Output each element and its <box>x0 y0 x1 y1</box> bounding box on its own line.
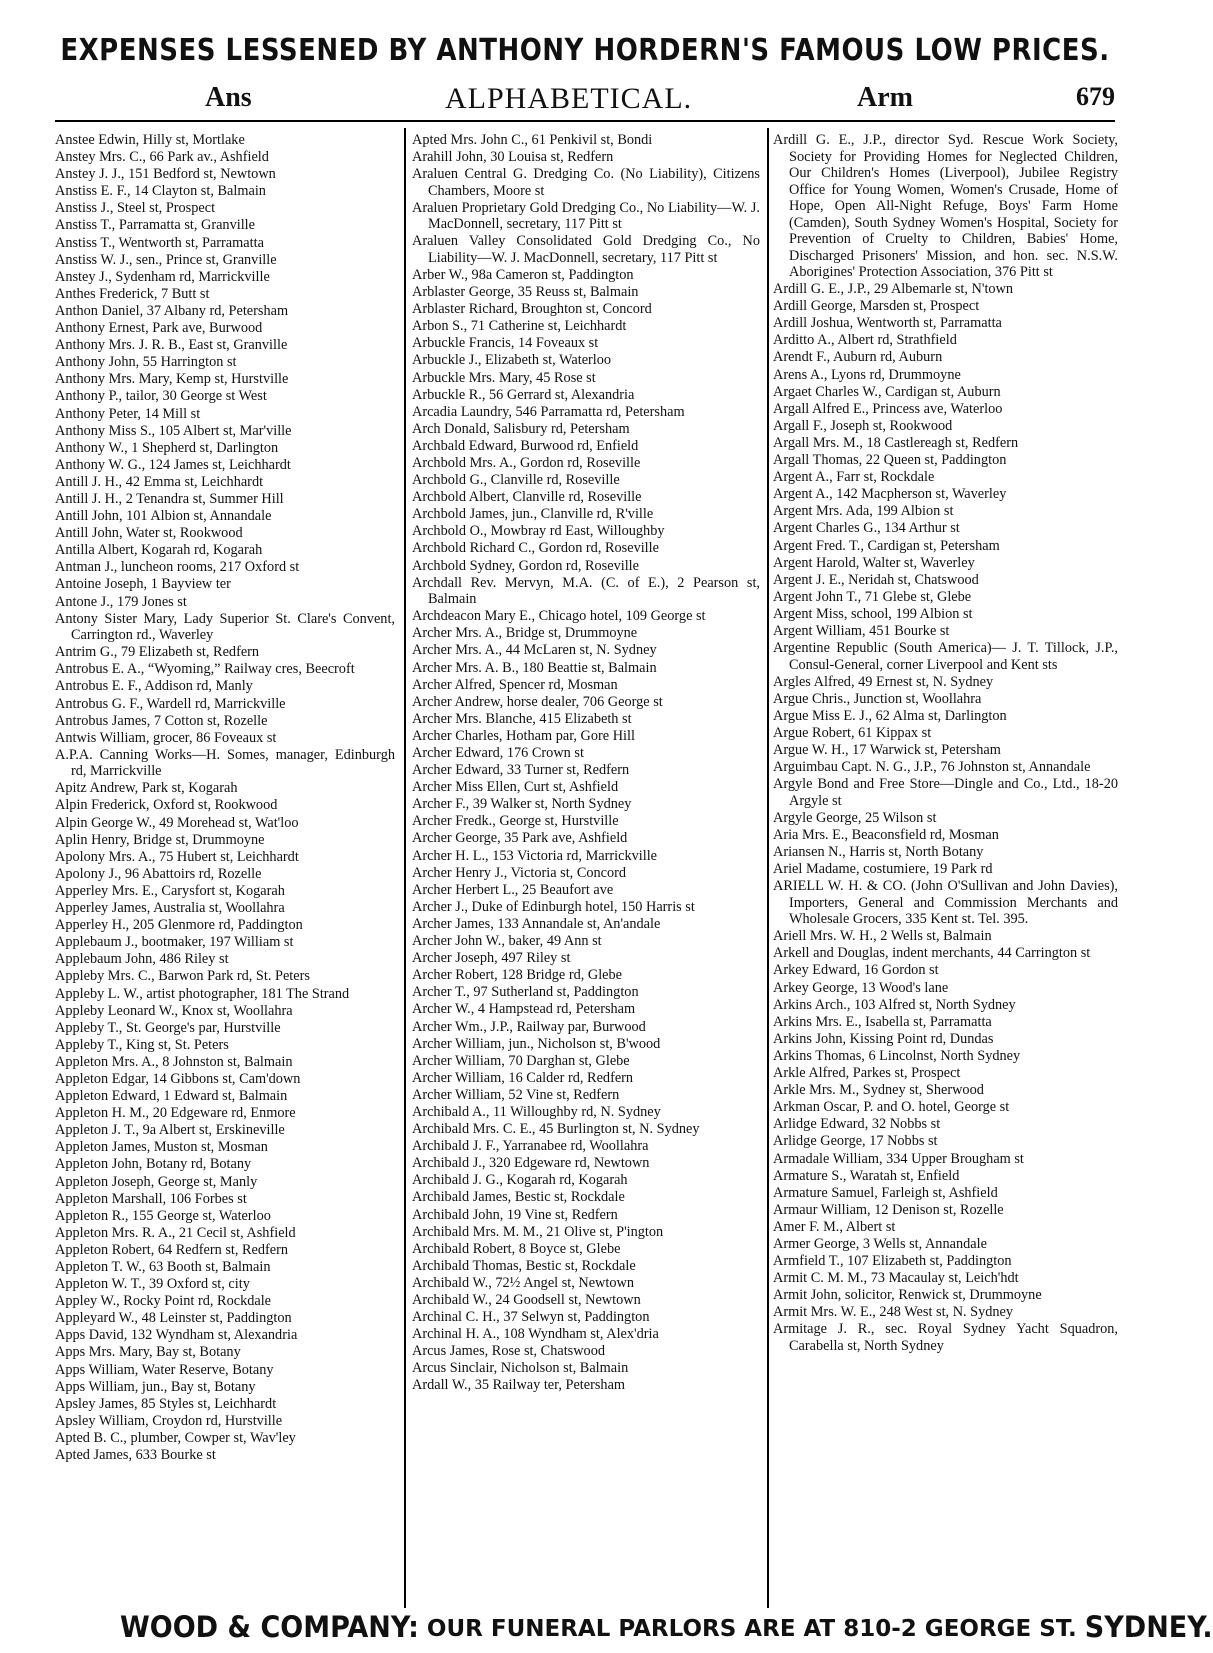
directory-entry: Ardill G. E., J.P., 29 Albemarle st, N'town <box>773 281 1014 298</box>
directory-entry: Antill John, Water st, Rookwood <box>55 525 243 542</box>
directory-entry: Antill John, 101 Albion st, Annandale <box>55 508 272 525</box>
directory-entry: Archbold Albert, Clanville rd, Roseville <box>412 489 642 506</box>
directory-entry: Argall Mrs. M., 18 Castlereagh st, Redfern <box>773 434 1019 451</box>
directory-entry: Apolony Mrs. A., 75 Hubert st, Leichhardt <box>55 848 299 865</box>
directory-entry: Apps William, jun., Bay st, Botany <box>55 1378 256 1395</box>
directory-entry: Apps William, Water Reserve, Botany <box>55 1361 274 1378</box>
directory-entry: Apolony J., 96 Abattoirs rd, Rozelle <box>55 865 262 882</box>
directory-entry: Archer Edward, 33 Turner st, Redfern <box>412 762 630 779</box>
directory-entry: Archer Henry J., Victoria st, Concord <box>412 864 627 881</box>
directory-entry: Antill J. H., 42 Emma st, Leichhardt <box>55 473 264 490</box>
directory-entry: Apsley William, Croydon rd, Hurstville <box>55 1412 283 1429</box>
directory-entry: Arkey Edward, 16 Gordon st <box>773 962 939 979</box>
footer-city: SYDNEY. <box>1084 1610 1213 1645</box>
directory-entry: Appleton John, Botany rd, Botany <box>55 1156 252 1173</box>
directory-entry: Appleby T., King st, St. Peters <box>55 1036 229 1053</box>
directory-entry: Archibald Mrs. C. E., 45 Burlington st, N. Sydney <box>412 1121 700 1138</box>
directory-entry: Appleton Edgar, 14 Gibbons st, Cam'down <box>55 1070 301 1087</box>
directory-entry: Antrobus G. F., Wardell rd, Marrickville <box>55 695 286 712</box>
running-head <box>55 82 1115 118</box>
directory-entry: Archer Charles, Hotham par, Gore Hill <box>412 727 635 744</box>
directory-entry: Archibald J., 320 Edgeware rd, Newtown <box>412 1155 650 1172</box>
directory-entry: Armit C. M. M., 73 Macaulay st, Leich'hdt <box>773 1270 1019 1287</box>
directory-entry: A.P.A. Canning Works—H. Somes, manager, Edinburgh rd, Marrickville <box>55 746 395 780</box>
directory-entry: Arahill John, 30 Louisa st, Redfern <box>412 149 614 166</box>
directory-entry: Arbon S., 71 Catherine st, Leichhardt <box>412 318 627 335</box>
directory-entry: Archdeacon Mary E., Chicago hotel, 109 George st <box>412 608 706 625</box>
directory-entry: Apitz Andrew, Park st, Kogarah <box>55 780 238 797</box>
directory-entry: Anstee Edwin, Hilly st, Mortlake <box>55 132 245 148</box>
directory-entry: Arkle Mrs. M., Sydney st, Sherwood <box>773 1082 984 1099</box>
directory-entry: Archer William, 52 Vine st, Redfern <box>412 1086 620 1103</box>
directory-entry: Alpin George W., 49 Morehead st, Wat'loo <box>55 814 299 831</box>
directory-entry: Anstey J., Sydenham rd, Marrickville <box>55 268 270 285</box>
directory-entry: Antone J., 179 Jones st <box>55 593 187 610</box>
directory-column-3 <box>773 132 1118 1355</box>
directory-entry: Appleton H. M., 20 Edgeware rd, Enmore <box>55 1105 296 1122</box>
directory-entry: Arblaster George, 35 Reuss st, Balmain <box>412 284 639 301</box>
directory-entry: Argentine Republic (South America)— J. T. Tillock, J.P., Consul-General, corner Liverpool and Kent sts <box>773 640 1118 673</box>
directory-entry: Archer J., Duke of Edinburgh hotel, 150 Harris st <box>412 898 695 915</box>
directory-entry: Ardill Joshua, Wentworth st, Parramatta <box>773 315 1002 332</box>
directory-entry: Apperley James, Australia st, Woollahra <box>55 900 285 917</box>
footer-advertisement <box>120 1610 1213 1645</box>
directory-column-1 <box>55 132 395 1464</box>
directory-entry: Arendt F., Auburn rd, Auburn <box>773 349 943 366</box>
directory-entry: Arbuckle Mrs. Mary, 45 Rose st <box>412 369 596 386</box>
directory-entry: Archdall Rev. Mervyn, M.A. (C. of E.), 2 Pearson st, Balmain <box>412 574 760 608</box>
directory-entry: Anstiss W. J., sen., Prince st, Granville <box>55 251 277 268</box>
directory-entry: Anthony Miss S., 105 Albert st, Mar'ville <box>55 422 292 439</box>
directory-entry: Araluen Proprietary Gold Dredging Co., No Liability—W. J. MacDonnell, secretary, 117 Pitt st <box>412 199 760 233</box>
directory-entry: Ardill G. E., J.P., director Syd. Rescue Work Society, Society for Providing Homes for Neglected Children, Our Children's Homes (Liverpool), Jubilee Registry Office for Young Women, Women's Crusade, Home of Hope, Open All-Night Refuge, Boys' Farm Home (Camden), South Sydney Women's Hospital, Society for Prevention of Cruelty to Children, Babies' Home, Discharged Prisoners' Mission, and hon. sec. N.S.W. Aborigines' Protection Association, 376 Pitt st <box>773 132 1118 280</box>
directory-entry: Arcus James, Rose st, Chatswood <box>412 1343 605 1360</box>
directory-entry: Archer F., 39 Walker st, North Sydney <box>412 796 632 813</box>
directory-entry: Argent John T., 71 Glebe st, Glebe <box>773 588 972 605</box>
directory-entry: Anstiss T., Parramatta st, Granville <box>55 217 255 234</box>
directory-entry: Archer William, 16 Calder rd, Redfern <box>412 1069 634 1086</box>
directory-entry: Archbold Sydney, Gordon rd, Roseville <box>412 557 639 574</box>
directory-entry: Apted James, 633 Bourke st <box>55 1447 216 1464</box>
directory-entry: Appleton J. T., 9a Albert st, Erskineville <box>55 1122 285 1139</box>
directory-entry: Arkins Mrs. E., Isabella st, Parramatta <box>773 1013 992 1030</box>
directory-entry: Archer Joseph, 497 Riley st <box>412 950 571 967</box>
directory-entry: Archinal C. H., 37 Selwyn st, Paddington <box>412 1309 650 1326</box>
directory-entry: Armaur William, 12 Denison st, Rozelle <box>773 1201 1004 1218</box>
directory-entry: Arbuckle Francis, 14 Foveaux st <box>412 335 599 352</box>
directory-entry: Argall Thomas, 22 Queen st, Paddington <box>773 452 1007 469</box>
directory-entry: Archer Miss Ellen, Curt st, Ashfield <box>412 779 619 796</box>
directory-entry: Anstiss T., Wentworth st, Parramatta <box>55 234 264 251</box>
directory-entry: Archbold G., Clanville rd, Roseville <box>412 472 620 489</box>
directory-entry: Antill J. H., 2 Tenandra st, Summer Hill <box>55 490 284 507</box>
directory-entry: Archbold Richard C., Gordon rd, Roseville <box>412 540 659 557</box>
directory-entry: Anthony P., tailor, 30 George st West <box>55 388 267 405</box>
directory-entry: Arkins Thomas, 6 Lincolnst, North Sydney <box>773 1047 1021 1064</box>
directory-entry: Arkman Oscar, P. and O. hotel, George st <box>773 1099 1010 1116</box>
directory-entry: Arbuckle R., 56 Gerrard st, Alexandria <box>412 386 635 403</box>
directory-entry: Antrim G., 79 Elizabeth st, Redfern <box>55 644 260 661</box>
directory-entry: Anstiss J., Steel st, Prospect <box>55 200 216 217</box>
directory-entry: Arguimbau Capt. N. G., J.P., 76 Johnston st, Annandale <box>773 759 1091 776</box>
directory-entry: Ardill George, Marsden st, Prospect <box>773 298 980 315</box>
directory-entry: Archer William, jun., Nicholson st, B'wood <box>412 1035 661 1052</box>
directory-entry: Archinal H. A., 108 Wyndham st, Alex'dria <box>412 1326 659 1343</box>
directory-entry: Ariansen N., Harris st, North Botany <box>773 844 984 860</box>
directory-entry: Archer Alfred, Spencer rd, Mosman <box>412 676 618 693</box>
directory-entry: Archer Mrs. A., 44 McLaren st, N. Sydney <box>412 642 657 659</box>
running-head-left: Ans <box>205 82 252 113</box>
directory-entry: Archbold O., Mowbray rd East, Willoughby <box>412 523 665 540</box>
directory-entry: Armit Mrs. W. E., 248 West st, N. Sydney <box>773 1304 1014 1321</box>
directory-entry: Argent Harold, Walter st, Waverley <box>773 554 975 571</box>
directory-entry: Anstiss E. F., 14 Clayton st, Balmain <box>55 183 266 200</box>
directory-entry: Archer Andrew, horse dealer, 706 George st <box>412 693 663 710</box>
directory-entry: Armfield T., 107 Elizabeth st, Paddington <box>773 1253 1012 1270</box>
directory-entry: Appleton Edward, 1 Edward st, Balmain <box>55 1088 288 1105</box>
directory-entry: Appley W., Rocky Point rd, Rockdale <box>55 1293 272 1310</box>
directory-entry: Antwis William, grocer, 86 Foveaux st <box>55 729 277 746</box>
directory-entry: Arbuckle J., Elizabeth st, Waterloo <box>412 352 612 369</box>
directory-entry: Archer Mrs. A. B., 180 Beattie st, Balmain <box>412 659 657 676</box>
directory-entry: Archibald John, 19 Vine st, Redfern <box>412 1206 618 1223</box>
directory-entry: Arber W., 98a Cameron st, Paddington <box>412 266 634 283</box>
directory-entry: Archbald Edward, Burwood rd, Enfield <box>412 437 639 454</box>
directory-entry: Antoine Joseph, 1 Bayview ter <box>55 576 231 593</box>
directory-entry: Archer Herbert L., 25 Beaufort ave <box>412 881 614 898</box>
directory-entry: Archer Mrs. A., Bridge st, Drummoyne <box>412 625 638 642</box>
directory-entry: Argent A., Farr st, Rockdale <box>773 469 935 486</box>
directory-entry: Aplin Henry, Bridge st, Drummoyne <box>55 831 265 848</box>
directory-entry: Arkins John, Kissing Point rd, Dundas <box>773 1030 994 1047</box>
directory-entry: Anthony Mrs. J. R. B., East st, Granville <box>55 337 288 354</box>
directory-entry: Archer Wm., J.P., Railway par, Burwood <box>412 1018 646 1035</box>
directory-entry: Antrobus E. F., Addison rd, Manly <box>55 678 253 695</box>
directory-entry: Antrobus James, 7 Cotton st, Rozelle <box>55 712 268 729</box>
directory-entry: Argyle Bond and Free Store—Dingle and Co., Ltd., 18-20 Argyle st <box>773 776 1118 809</box>
running-head-right: Arm <box>857 82 913 113</box>
directory-entry: Argue Robert, 61 Kippax st <box>773 724 932 741</box>
directory-entry: Archer Edward, 176 Crown st <box>412 745 584 761</box>
directory-entry: Argent A., 142 Macpherson st, Waverley <box>773 486 1007 503</box>
directory-entry: Anthony Mrs. Mary, Kemp st, Hurstville <box>55 371 289 388</box>
directory-entry: Appleby L. W., artist photographer, 181 The Strand <box>55 985 350 1002</box>
directory-entry: Archer John W., baker, 49 Ann st <box>412 933 602 950</box>
directory-entry: Argent Miss, school, 199 Albion st <box>773 605 973 622</box>
directory-entry: Ardall W., 35 Railway ter, Petersham <box>412 1377 626 1394</box>
directory-entry: Antrobus E. A., “Wyoming,” Railway cres, Beecroft <box>55 661 355 678</box>
directory-entry: Arkell and Douglas, indent merchants, 44 Carrington st <box>773 945 1091 962</box>
directory-entry: Appleton Mrs. A., 8 Johnston st, Balmain <box>55 1053 293 1070</box>
directory-entry: Apperley H., 205 Glenmore rd, Paddington <box>55 917 303 934</box>
directory-entry: Arlidge Edward, 32 Nobbs st <box>773 1116 941 1133</box>
directory-entry: Appleby T., St. George's par, Hurstville <box>55 1019 281 1036</box>
directory-entry: Anthon Daniel, 37 Albany rd, Petersham <box>55 302 289 319</box>
directory-entry: Anstey Mrs. C., 66 Park av., Ashfield <box>55 149 269 166</box>
directory-entry: Arkey George, 13 Wood's lane <box>773 979 949 996</box>
directory-entry: Antman J., luncheon rooms, 217 Oxford st <box>55 559 300 576</box>
directory-entry: Armature S., Waratah st, Enfield <box>773 1167 960 1184</box>
directory-entry: Arlidge George, 17 Nobbs st <box>773 1133 938 1150</box>
directory-entry: Appleby Leonard W., Knox st, Woollahra <box>55 1002 293 1019</box>
directory-entry: Arkins Arch., 103 Alfred st, North Sydney <box>773 996 1016 1013</box>
directory-entry: Archibald James, Bestic st, Rockdale <box>412 1189 625 1206</box>
directory-entry: Arcus Sinclair, Nicholson st, Balmain <box>412 1360 629 1377</box>
directory-entry: Argles Alfred, 49 Ernest st, N. Sydney <box>773 673 994 690</box>
directory-entry: Armature Samuel, Farleigh st, Ashfield <box>773 1184 998 1201</box>
directory-entry: Archer George, 35 Park ave, Ashfield <box>412 830 628 847</box>
directory-entry: Appleton T. W., 63 Booth st, Balmain <box>55 1259 271 1275</box>
directory-entry: Arblaster Richard, Broughton st, Concord <box>412 301 652 318</box>
directory-entry: Archbold James, jun., Clanville rd, R'ville <box>412 506 654 523</box>
directory-entry: Araluen Central G. Dredging Co. (No Liability), Citizens Chambers, Moore st <box>412 166 760 199</box>
directory-entry: Archer Fredk., George st, Hurstville <box>412 813 619 830</box>
directory-entry: Archibald J. F., Yarranabee rd, Woollahra <box>412 1138 649 1155</box>
directory-entry: Apted Mrs. John C., 61 Penkivil st, Bondi <box>412 132 653 148</box>
directory-entry: Archer James, 133 Annandale st, An'andale <box>412 915 661 932</box>
directory-entry: Appleton R., 155 George st, Waterloo <box>55 1207 271 1224</box>
directory-entry: Anthony John, 55 Harrington st <box>55 354 237 371</box>
directory-entry: Apps Mrs. Mary, Bay st, Botany <box>55 1344 241 1361</box>
directory-entry: Armadale William, 334 Upper Brougham st <box>773 1150 1024 1167</box>
directory-entry: Archer T., 97 Sutherland st, Paddington <box>412 984 639 1001</box>
directory-entry: ARIELL W. H. & CO. (John O'Sullivan and John Davies), Importers, General and Commission Merchants and Wholesale Grocers, 335 Kent st. Tel. 395. <box>773 878 1118 928</box>
directory-entry: Arch Donald, Salisbury rd, Petersham <box>412 420 630 437</box>
directory-entry: Archibald W., 72½ Angel st, Newtown <box>412 1274 634 1291</box>
directory-entry: Argent Fred. T., Cardigan st, Petersham <box>773 537 1000 554</box>
directory-entry: Argent William, 451 Bourke st <box>773 622 950 639</box>
directory-entry: Antilla Albert, Kogarah rd, Kogarah <box>55 542 263 559</box>
directory-entry: Amer F. M., Albert st <box>773 1218 896 1235</box>
directory-entry: Archibald Thomas, Bestic st, Rockdale <box>412 1257 636 1274</box>
footer-company: WOOD & COMPANY: <box>120 1610 419 1645</box>
directory-entry: Appleton Robert, 64 Redfern st, Redfern <box>55 1241 289 1258</box>
directory-entry: Argue W. H., 17 Warwick st, Petersham <box>773 742 1001 759</box>
advertisement-banner: EXPENSES LESSENED BY ANTHONY HORDERN'S FAMOUS LOW PRICES. <box>60 33 1110 69</box>
directory-entry: Archibald W., 24 Goodsell st, Newtown <box>412 1292 641 1308</box>
directory-entry: Apperley Mrs. E., Carysfort st, Kogarah <box>55 882 285 899</box>
directory-entry: Arkle Alfred, Parkes st, Prospect <box>773 1065 961 1082</box>
directory-entry: Armit John, solicitor, Renwick st, Drummoyne <box>773 1287 1042 1304</box>
directory-entry: Archbold Mrs. A., Gordon rd, Roseville <box>412 455 641 471</box>
directory-entry: Ariell Mrs. W. H., 2 Wells st, Balmain <box>773 928 992 945</box>
page-number: 679 <box>1076 82 1115 111</box>
column-divider <box>767 128 769 1608</box>
directory-entry: Appleton W. T., 39 Oxford st, city <box>55 1276 250 1293</box>
directory-entry: Argue Miss E. J., 62 Alma st, Darlington <box>773 707 1007 724</box>
directory-entry: Aria Mrs. E., Beaconsfield rd, Mosman <box>773 826 999 843</box>
directory-entry: Argall F., Joseph st, Rookwood <box>773 417 953 434</box>
directory-entry: Apsley James, 85 Styles st, Leichhardt <box>55 1395 277 1412</box>
directory-entry: Archibald Robert, 8 Boyce st, Glebe <box>412 1240 621 1257</box>
running-head-title: ALPHABETICAL. <box>445 82 693 115</box>
directory-entry: Appleton Joseph, George st, Manly <box>55 1173 258 1190</box>
directory-column-2 <box>412 132 760 1395</box>
directory-entry: Apted B. C., plumber, Cowper st, Wav'ley <box>55 1429 296 1446</box>
directory-entry: Appleton Marshall, 106 Forbes st <box>55 1190 247 1207</box>
directory-entry: Arcadia Laundry, 546 Parramatta rd, Petersham <box>412 403 685 420</box>
header-rule <box>55 120 1115 122</box>
directory-entry: Appleyard W., 48 Leinster st, Paddington <box>55 1310 292 1327</box>
column-divider <box>404 128 406 1608</box>
directory-entry: Anstey J. J., 151 Bedford st, Newtown <box>55 166 276 183</box>
directory-entry: Archer Robert, 128 Bridge rd, Glebe <box>412 967 623 984</box>
directory-entry: Armitage J. R., sec. Royal Sydney Yacht Squadron, Carabella st, North Sydney <box>773 1321 1118 1354</box>
directory-entry: Anthony Peter, 14 Mill st <box>55 405 201 422</box>
footer-message: OUR FUNERAL PARLORS ARE AT 810-2 GEORGE ST. <box>426 1616 1077 1642</box>
directory-entry: Armer George, 3 Wells st, Annandale <box>773 1235 987 1252</box>
directory-entry: Arens A., Lyons rd, Drummoyne <box>773 366 961 383</box>
directory-entry: Argall Alfred E., Princess ave, Waterloo <box>773 400 1003 417</box>
directory-entry: Archer W., 4 Hampstead rd, Petersham <box>412 1001 636 1018</box>
directory-entry: Archibald Mrs. M. M., 21 Olive st, P'ington <box>412 1223 664 1240</box>
directory-entry: Appleby Mrs. C., Barwon Park rd, St. Peters <box>55 968 310 985</box>
directory-entry: Appleton James, Muston st, Mosman <box>55 1139 268 1156</box>
directory-entry: Argue Chris., Junction st, Woollahra <box>773 690 982 707</box>
directory-entry: Arditto A., Albert rd, Strathfield <box>773 332 957 349</box>
directory-entry: Alpin Frederick, Oxford st, Rookwood <box>55 797 278 814</box>
directory-entry: Archer William, 70 Darghan st, Glebe <box>412 1052 630 1069</box>
directory-entry: Ariel Madame, costumiere, 19 Park rd <box>773 861 993 878</box>
directory-entry: Appleton Mrs. R. A., 21 Cecil st, Ashfield <box>55 1224 296 1241</box>
directory-entry: Anthes Frederick, 7 Butt st <box>55 285 210 302</box>
directory-entry: Argent J. E., Neridah st, Chatswood <box>773 571 979 588</box>
directory-entry: Argent Charles G., 134 Arthur st <box>773 520 960 537</box>
directory-entry: Archibald A., 11 Willoughby rd, N. Sydney <box>412 1103 661 1120</box>
directory-entry: Archer Mrs. Blanche, 415 Elizabeth st <box>412 710 632 727</box>
directory-entry: Archer H. L., 153 Victoria rd, Marrickville <box>412 847 658 864</box>
directory-entry: Argent Mrs. Ada, 199 Albion st <box>773 503 954 520</box>
directory-entry: Anthony W., 1 Shepherd st, Darlington <box>55 439 279 456</box>
directory-entry: Applebaum John, 486 Riley st <box>55 951 229 968</box>
directory-entry: Argyle George, 25 Wilson st <box>773 809 937 826</box>
directory-entry: Araluen Valley Consolidated Gold Dredging Co., No Liability—W. J. MacDonnell, secretary, 117 Pitt st <box>412 233 760 266</box>
directory-entry: Argaet Charles W., Cardigan st, Auburn <box>773 383 1001 400</box>
directory-entry: Archibald J. G., Kogarah rd, Kogarah <box>412 1172 628 1189</box>
directory-entry: Anthony Ernest, Park ave, Burwood <box>55 320 263 337</box>
directory-entry: Anthony W. G., 124 James st, Leichhardt <box>55 456 291 473</box>
directory-entry: Applebaum J., bootmaker, 197 William st <box>55 934 294 951</box>
directory-entry: Apps David, 132 Wyndham st, Alexandria <box>55 1327 298 1344</box>
directory-entry: Antony Sister Mary, Lady Superior St. Clare's Convent, Carrington rd., Waverley <box>55 610 395 644</box>
